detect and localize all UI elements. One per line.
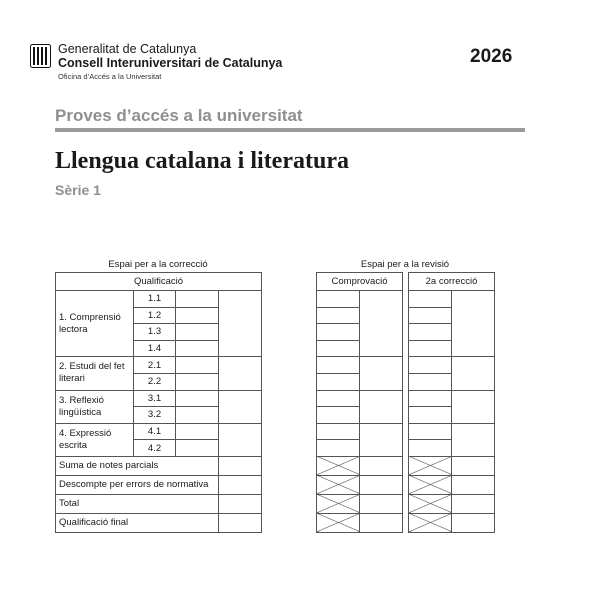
crossed-cell — [409, 475, 452, 494]
org-name-consell: Consell Interuniversitari de Catalunya — [58, 56, 283, 70]
recheck-cell[interactable] — [409, 307, 452, 324]
section-total-cell[interactable] — [219, 291, 262, 357]
score-cell[interactable] — [176, 340, 219, 357]
check-summary-cell[interactable] — [360, 456, 403, 475]
section-label-3: 3. Reflexió lingüística — [56, 390, 134, 423]
table-row — [56, 456, 262, 475]
comprovacio-table — [316, 272, 403, 533]
table-row — [56, 475, 262, 494]
check-cell[interactable] — [317, 440, 360, 457]
score-cell[interactable] — [176, 440, 219, 457]
recheck-summary-cell[interactable] — [452, 513, 495, 532]
page-title: Llengua catalana i literatura — [55, 148, 349, 174]
org-name-oficina: Oficina d’Accés a la Universitat — [58, 72, 162, 81]
check-cell[interactable] — [317, 357, 360, 374]
recheck-cell[interactable] — [409, 291, 452, 308]
check-cell[interactable] — [317, 423, 360, 440]
score-cell[interactable] — [176, 291, 219, 308]
exam-series: Sèrie 1 — [55, 182, 101, 198]
item-label: 1.1 — [134, 291, 176, 308]
recheck-cell[interactable] — [409, 357, 452, 374]
summary-value-cell[interactable] — [219, 456, 262, 475]
check-total-cell[interactable] — [360, 423, 403, 456]
check-total-cell[interactable] — [360, 357, 403, 390]
item-label: 1.3 — [134, 324, 176, 341]
summary-label: Suma de notes parcials — [56, 456, 219, 475]
header-divider — [55, 128, 525, 132]
check-cell[interactable] — [317, 307, 360, 324]
item-label: 2.2 — [134, 373, 176, 390]
crossed-cell — [409, 513, 452, 532]
check-summary-cell[interactable] — [360, 494, 403, 513]
summary-value-cell[interactable] — [219, 475, 262, 494]
score-cell[interactable] — [176, 373, 219, 390]
recheck-total-cell[interactable] — [452, 390, 495, 423]
check-total-cell[interactable] — [360, 291, 403, 357]
check-cell[interactable] — [317, 324, 360, 341]
score-cell[interactable] — [176, 390, 219, 407]
correction-table — [55, 272, 262, 533]
qualificacio-header: Qualificació — [56, 273, 262, 291]
item-label: 2.1 — [134, 357, 176, 374]
check-cell[interactable] — [317, 390, 360, 407]
check-cell[interactable] — [317, 291, 360, 308]
table-row — [56, 423, 262, 440]
score-cell[interactable] — [176, 307, 219, 324]
second-correction-table — [408, 272, 495, 533]
recheck-total-cell[interactable] — [452, 291, 495, 357]
score-cell[interactable] — [176, 407, 219, 424]
score-cell[interactable] — [176, 357, 219, 374]
check-cell[interactable] — [317, 407, 360, 424]
recheck-cell[interactable] — [409, 324, 452, 341]
table-row — [56, 291, 262, 308]
recheck-cell[interactable] — [409, 407, 452, 424]
recheck-cell[interactable] — [409, 340, 452, 357]
item-label: 3.1 — [134, 390, 176, 407]
generalitat-logo-icon — [30, 44, 51, 68]
recheck-total-cell[interactable] — [452, 357, 495, 390]
section-total-cell[interactable] — [219, 390, 262, 423]
section-label-2: 2. Estudi del fet literari — [56, 357, 134, 390]
crossed-cell — [317, 456, 360, 475]
table-row — [56, 513, 262, 532]
revision-caption: Espai per a la revisió — [360, 259, 450, 270]
table-header-row — [56, 273, 262, 291]
section-total-cell[interactable] — [219, 423, 262, 456]
score-cell[interactable] — [176, 324, 219, 341]
score-cell[interactable] — [176, 423, 219, 440]
summary-label: Qualificació final — [56, 513, 219, 532]
item-label: 1.2 — [134, 307, 176, 324]
summary-value-cell[interactable] — [219, 513, 262, 532]
crossed-cell — [409, 494, 452, 513]
recheck-total-cell[interactable] — [452, 423, 495, 456]
comprovacio-header: Comprovació — [317, 273, 403, 291]
item-label: 4.1 — [134, 423, 176, 440]
crossed-cell — [317, 513, 360, 532]
correction-caption: Espai per a la correcció — [108, 259, 208, 270]
check-summary-cell[interactable] — [360, 513, 403, 532]
check-cell[interactable] — [317, 340, 360, 357]
crossed-cell — [317, 494, 360, 513]
item-label: 1.4 — [134, 340, 176, 357]
recheck-summary-cell[interactable] — [452, 494, 495, 513]
org-name-generalitat: Generalitat de Catalunya — [58, 42, 197, 56]
summary-label: Total — [56, 494, 219, 513]
exam-year: 2026 — [470, 46, 513, 67]
check-cell[interactable] — [317, 373, 360, 390]
item-label: 3.2 — [134, 407, 176, 424]
table-row — [56, 390, 262, 407]
section-label-1: 1. Comprensió lectora — [56, 291, 134, 357]
item-label: 4.2 — [134, 440, 176, 457]
check-summary-cell[interactable] — [360, 475, 403, 494]
recheck-summary-cell[interactable] — [452, 475, 495, 494]
recheck-summary-cell[interactable] — [452, 456, 495, 475]
crossed-cell — [317, 475, 360, 494]
table-row — [56, 357, 262, 374]
check-total-cell[interactable] — [360, 390, 403, 423]
second-correction-header: 2a correcció — [409, 273, 495, 291]
recheck-cell[interactable] — [409, 423, 452, 440]
exam-subtitle: Proves d’accés a la universitat — [55, 106, 303, 125]
summary-label: Descompte per errors de normativa — [56, 475, 219, 494]
recheck-cell[interactable] — [409, 390, 452, 407]
table-row — [56, 494, 262, 513]
recheck-cell[interactable] — [409, 373, 452, 390]
summary-value-cell[interactable] — [219, 494, 262, 513]
crossed-cell — [409, 456, 452, 475]
section-total-cell[interactable] — [219, 357, 262, 390]
section-label-4: 4. Expressió escrita — [56, 423, 134, 456]
recheck-cell[interactable] — [409, 440, 452, 457]
